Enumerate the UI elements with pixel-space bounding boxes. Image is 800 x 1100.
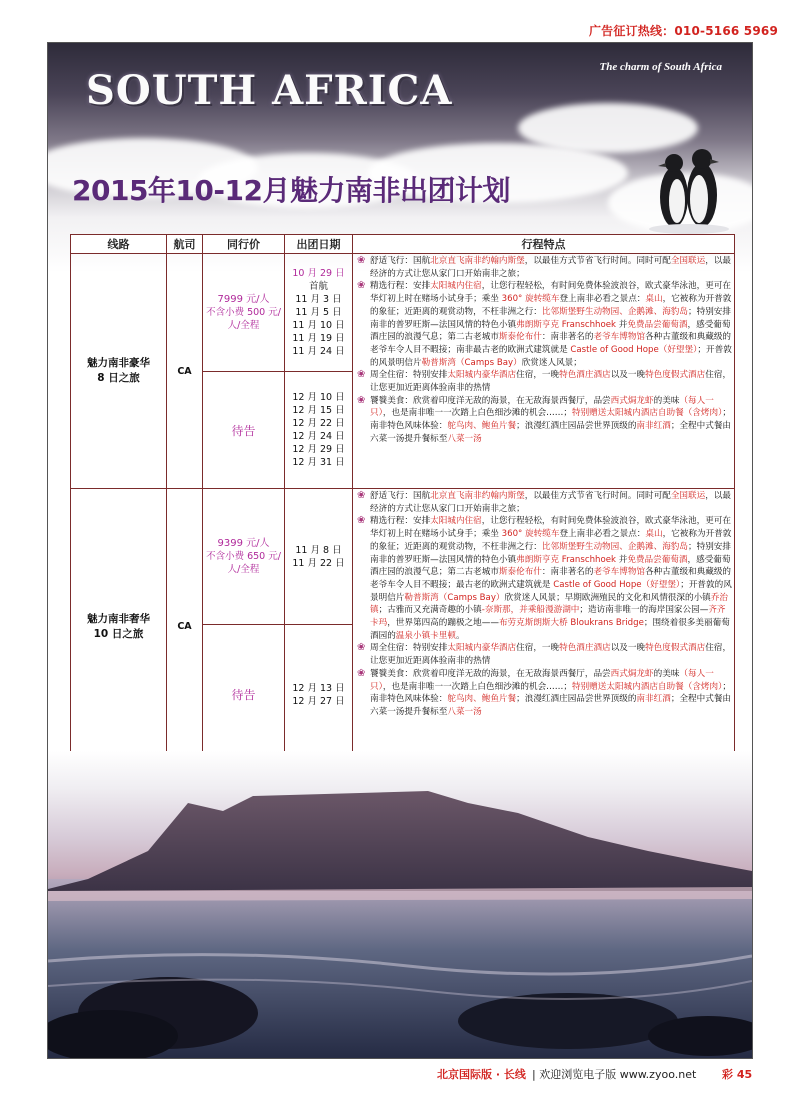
feature-text: ；开普敦的风景明信片 bbox=[370, 579, 732, 603]
table-mountain-seascape bbox=[48, 751, 752, 1058]
itinerary-features bbox=[353, 489, 735, 765]
flower-bullet-icon: ❀ bbox=[357, 369, 366, 381]
edition-label: 北京国际版 · 长线 bbox=[437, 1068, 526, 1081]
feature-text: ，让您行程轻松，有时间免费体验波浪谷，欧式豪华泳池，更可在华灯初上时在赌场小试身手；乘坐 bbox=[370, 281, 731, 305]
price-pending: 待告 bbox=[203, 625, 285, 765]
feature-text: 精选行程：安排 bbox=[370, 281, 431, 292]
penguins-illustration bbox=[644, 135, 734, 235]
feature-text: ，也是南非唯一一次踏上白色细沙滩的机会……； bbox=[382, 681, 572, 692]
feature-highlight: 老爷车博物馆 bbox=[593, 567, 646, 578]
feature-highlight: 特色酒庄酒店 bbox=[559, 370, 611, 381]
flower-bullet-icon: ❀ bbox=[357, 255, 366, 266]
feature-highlight: 老爷车博物馆 bbox=[593, 332, 646, 343]
flower-bullet-icon: ❀ bbox=[357, 515, 366, 527]
feature-highlight: 乔治镇 bbox=[370, 592, 728, 616]
ad-hotline: 广告征订热线：010-5166 5969 bbox=[588, 24, 778, 38]
feature-highlight: 齐齐卡玛 bbox=[370, 605, 726, 629]
feature-highlight: 太阳城内豪华酒店 bbox=[447, 370, 517, 381]
feature-text: ；特别安排南非的普罗旺斯—法国风情的特色小镇 bbox=[370, 306, 731, 330]
feature-highlight: 特色度假式酒店 bbox=[645, 370, 706, 381]
price-cell: 7999 元/人 不含小费 500 元/ 人/全程 bbox=[203, 254, 285, 372]
col-header-dates: 出团日期 bbox=[285, 235, 353, 254]
flower-bullet-icon: ❀ bbox=[357, 280, 366, 292]
feature-text: 以及一晚 bbox=[610, 370, 646, 381]
feature-text: ，以最佳方式节省飞行时间。同时可配 bbox=[524, 256, 671, 266]
feature-text: ，它被称为开普敦的象征；近距离的观赏动物，不枉非洲之行： bbox=[370, 294, 732, 317]
feature-highlight: 桌山 bbox=[645, 529, 663, 540]
feature-highlight: 桌山 bbox=[645, 294, 663, 305]
feature-highlight: 360° 旋转缆车 bbox=[501, 294, 560, 305]
flower-bullet-icon: ❀ bbox=[357, 642, 366, 654]
feature-text: ，让您行程轻松，有时间免费体验波浪谷，欧式豪华泳池，更可在华灯初上时在赌场小试身手；乘坐 bbox=[370, 516, 731, 540]
feature-highlight: （每人一只） bbox=[370, 668, 714, 692]
route-name: 魅力南非奢华 10 日之旅 bbox=[71, 489, 167, 765]
feature-highlight: 特别赠送太阳城内酒店自助餐（含烤肉） bbox=[571, 408, 723, 419]
feature-text: 。 bbox=[455, 630, 465, 641]
feature-text: 住宿，一晚 bbox=[516, 370, 560, 381]
col-header-features: 行程特点 bbox=[353, 235, 735, 254]
feature-highlight: Castle of Good Hope（好望堡） bbox=[570, 344, 698, 355]
feature-text: ，以最佳方式节省飞行时间。同时可配 bbox=[524, 491, 671, 501]
feature-item bbox=[357, 642, 732, 667]
feature-text: 登上南非必看之景点： bbox=[559, 294, 646, 305]
flower-bullet-icon: ❀ bbox=[357, 490, 366, 501]
feature-text: 欣赏迷人风景；早期欧洲殖民的文化和风情很深的小镇 bbox=[504, 592, 711, 603]
feature-highlight: 南非红酒 bbox=[636, 694, 671, 705]
feature-text: ，它被称为开普敦的象征；近距离的观赏动物，不枉非洲之行： bbox=[370, 529, 732, 552]
feature-text: 登上南非必看之景点： bbox=[559, 529, 646, 540]
flower-bullet-icon: ❀ bbox=[357, 667, 366, 679]
feature-highlight: 全国联运 bbox=[670, 256, 706, 266]
feature-highlight: 弗朗斯亨克 Franschhoek bbox=[516, 554, 616, 565]
feature-highlight: 斯泰伦布什 bbox=[498, 332, 542, 343]
brand-title: SOUTH AFRICA bbox=[86, 67, 453, 114]
feature-highlight: 勒普斯湾（Camps Bay） bbox=[421, 357, 522, 368]
departure-dates: 11 月 8 日 11 月 22 日 bbox=[285, 489, 353, 625]
feature-highlight: 太阳城内豪华酒店 bbox=[447, 643, 517, 654]
feature-text: 饕餮美食：欣赏着印度洋无敌的海景，在无敌海景西餐厅，品尝 bbox=[370, 395, 611, 406]
feature-text: ；围绕着很多美丽葡萄酒园的 bbox=[370, 618, 730, 641]
feature-text: 的美味 bbox=[653, 395, 680, 406]
feature-text: 饕餮美食：欣赏着印度洋无敌的海景，在无敌海景西餐厅，品尝 bbox=[370, 668, 611, 679]
feature-text: ；造访南非唯一的海岸国家公园— bbox=[579, 605, 709, 616]
feature-text: 住宿，让您更加近距离体验南非的热情 bbox=[370, 643, 732, 667]
feature-highlight: 西式焗龙虾 bbox=[610, 668, 654, 679]
feature-text: ；南非特色风味体验： bbox=[370, 681, 731, 705]
tour-table bbox=[70, 234, 735, 765]
feature-text: ；浪漫红酒庄园品尝世界顶级的 bbox=[516, 694, 637, 705]
feature-text: ：南非著名的 bbox=[541, 332, 594, 343]
feature-text: 住宿，一晚 bbox=[516, 643, 560, 654]
feature-highlight: 南非红酒 bbox=[636, 421, 671, 432]
feature-text: ；全程中式餐由六菜一汤提升餐标至 bbox=[370, 694, 732, 717]
feature-text: 舒适飞行：国航 bbox=[370, 491, 431, 501]
feature-text: 并 bbox=[616, 554, 628, 565]
feature-highlight: 鸵鸟肉、鲍鱼片餐 bbox=[447, 694, 517, 705]
route-name: 魅力南非豪华 8 日之旅 bbox=[71, 254, 167, 489]
feature-item bbox=[357, 369, 732, 394]
feature-text: ；开普敦的风景明信片 bbox=[370, 344, 732, 368]
feature-text: 的美味 bbox=[653, 668, 680, 679]
feature-text: 舒适飞行：国航 bbox=[370, 256, 431, 266]
feature-text: ，世界第四高的蹦极之地—— bbox=[387, 618, 499, 629]
feature-text: ；浪漫红酒庄园品尝世界顶级的 bbox=[516, 421, 637, 432]
feature-highlight: 太阳城内住宿 bbox=[430, 516, 482, 527]
feature-text: ，感受葡萄酒庄园的浪漫气息；第二古老城市 bbox=[370, 319, 731, 343]
feature-text: 欣赏迷人风景； bbox=[521, 357, 582, 368]
feature-item bbox=[357, 668, 732, 719]
feature-text: 各种古董级和典藏级的老爷车令人目不暇接；南非最古老的欧洲式建筑就是 bbox=[370, 332, 732, 355]
feature-text: ；南非特色风味体验： bbox=[370, 408, 731, 432]
feature-highlight: 特别赠送太阳城内酒店自助餐（含烤肉） bbox=[571, 681, 723, 692]
feature-text: 并 bbox=[616, 319, 628, 330]
table-row bbox=[71, 254, 735, 372]
feature-text: 以及一晚 bbox=[610, 643, 646, 654]
feature-highlight: 北京直飞南非约翰内斯堡 bbox=[430, 491, 525, 501]
feature-text: ，以最经济的方式让您从家门口开始南非之旅； bbox=[370, 491, 732, 514]
feature-highlight: 布劳克斯朗斯大桥 Bloukrans Bridge bbox=[498, 618, 644, 629]
feature-highlight: 360° 旋转缆车 bbox=[501, 529, 560, 540]
feature-item bbox=[357, 515, 732, 642]
departure-dates: 12 月 10 日 12 月 15 日 12 月 22 日 12 月 24 日 12 月 29 日 12 月 31 日 bbox=[285, 372, 353, 489]
feature-item bbox=[357, 395, 732, 446]
departure-dates: 10 月 29 日 首航 11 月 3 日 11 月 5 日 11 月 10 日 11 月 19 日 11 月 24 日 bbox=[285, 254, 353, 372]
feature-item bbox=[357, 280, 732, 369]
plan-title: 2015年10-12月魅力南非出团计划 bbox=[72, 174, 510, 207]
feature-text: ，以最经济的方式让您从家门口开始南非之旅； bbox=[370, 256, 732, 279]
feature-highlight: 全国联运 bbox=[670, 491, 706, 501]
feature-text: ，感受葡萄酒庄园的浪漫气息；第二古老城市 bbox=[370, 554, 731, 578]
website-link[interactable]: | 欢迎浏览电子版 www.zyoo.net bbox=[532, 1068, 697, 1081]
feature-highlight: 特色度假式酒店 bbox=[645, 643, 706, 654]
feature-highlight: 比邻斯堡野生动物园、企鹅滩、海豹岛 bbox=[541, 306, 688, 317]
feature-highlight: Castle of Good Hope（好望堡） bbox=[553, 579, 681, 590]
page-number: 彩 45 bbox=[722, 1068, 753, 1081]
feature-highlight: 比邻斯堡野生动物园、企鹅滩、海豹岛 bbox=[541, 541, 688, 552]
itinerary-features bbox=[353, 254, 735, 489]
departure-dates: 12 月 13 日 12 月 27 日 bbox=[285, 625, 353, 765]
feature-text: ：南非著名的 bbox=[541, 567, 594, 578]
feature-item bbox=[357, 490, 732, 515]
feature-highlight: 八菜一汤 bbox=[447, 433, 482, 444]
feature-highlight: 勒普斯湾（Camps Bay） bbox=[404, 592, 505, 603]
feature-highlight: 鸵鸟肉、鲍鱼片餐 bbox=[447, 421, 517, 432]
feature-highlight: （每人一只） bbox=[370, 395, 714, 419]
feature-highlight: 温泉小镇卡里顿 bbox=[395, 630, 456, 641]
feature-text: ；全程中式餐由六菜一汤提升餐标至 bbox=[370, 421, 732, 444]
feature-highlight: 西式焗龙虾 bbox=[610, 395, 654, 406]
flower-bullet-icon: ❀ bbox=[357, 394, 366, 406]
feature-highlight: -奈斯那，并乘船漫游湖中 bbox=[481, 605, 580, 616]
col-header-route: 线路 bbox=[71, 235, 167, 254]
feature-highlight: 八菜一汤 bbox=[447, 706, 482, 717]
price-pending: 待告 bbox=[203, 372, 285, 489]
feature-highlight: 免费品尝葡萄酒 bbox=[627, 554, 688, 565]
feature-item bbox=[357, 255, 732, 280]
feature-highlight: 北京直飞南非约翰内斯堡 bbox=[430, 256, 525, 266]
feature-text: 周全住宿：特别安排 bbox=[370, 643, 448, 654]
feature-highlight: 免费品尝葡萄酒 bbox=[627, 319, 688, 330]
feature-text: 精选行程：安排 bbox=[370, 516, 431, 527]
airline-code: CA bbox=[167, 254, 203, 489]
price-cell: 9399 元/人 不含小费 650 元/ 人/全程 bbox=[203, 489, 285, 625]
page-frame bbox=[47, 42, 753, 1059]
table-header-row bbox=[71, 235, 735, 254]
airline-code: CA bbox=[167, 489, 203, 765]
feature-highlight: 斯泰伦布什 bbox=[498, 567, 542, 578]
feature-highlight: 特色酒庄酒店 bbox=[559, 643, 611, 654]
feature-text: ；古雅而又充满奇趣的小镇 bbox=[378, 605, 482, 616]
feature-text: 各种古董级和典藏级的老爷车令人目不暇接；最古老的欧洲式建筑就是 bbox=[370, 567, 732, 590]
feature-highlight: 弗朗斯亨克 Franschhoek bbox=[516, 319, 616, 330]
feature-text: ；特别安排南非的普罗旺斯—法国风情的特色小镇 bbox=[370, 541, 731, 565]
feature-text: ，也是南非唯一一次踏上白色细沙滩的机会……； bbox=[382, 408, 572, 419]
table-row bbox=[71, 489, 735, 625]
brand-tagline: The charm of South Africa bbox=[599, 61, 722, 73]
feature-text: 周全住宿：特别安排 bbox=[370, 370, 448, 381]
feature-highlight: 太阳城内住宿 bbox=[430, 281, 482, 292]
col-header-airline: 航司 bbox=[167, 235, 203, 254]
col-header-price: 同行价 bbox=[203, 235, 285, 254]
feature-text: 住宿，让您更加近距离体验南非的热情 bbox=[370, 370, 732, 394]
